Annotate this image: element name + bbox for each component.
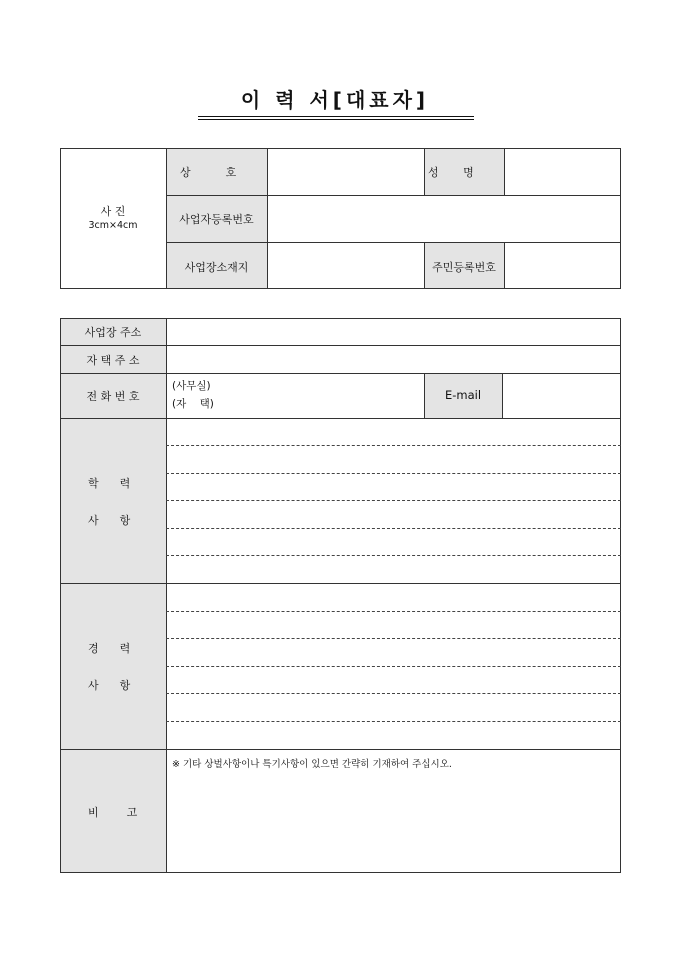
remarks-field[interactable] [167, 773, 620, 872]
resident-reg-field[interactable] [505, 243, 620, 288]
home-address-field[interactable] [167, 346, 620, 372]
photo-area[interactable] [61, 149, 165, 288]
career-label-line1: 경 력 [88, 642, 131, 655]
email-field[interactable] [503, 374, 620, 417]
resident-reg-label: 주민등록번호 [432, 261, 496, 274]
top-info-table [60, 148, 621, 289]
remarks-note: ※ 기타 상벌사항이나 특기사항이 있으면 간략히 기재하여 주십시오. [172, 759, 452, 770]
phone-field[interactable] [235, 374, 423, 417]
education-field[interactable] [167, 419, 620, 582]
phone-label: 전 화 번 호 [86, 390, 140, 403]
business-address-field[interactable] [167, 319, 620, 344]
photo-label: 사 진 [100, 205, 126, 218]
company-name-field[interactable] [268, 149, 423, 194]
career-label-line2: 사 항 [88, 679, 131, 692]
name-field[interactable] [505, 149, 620, 194]
title-underline-bottom [198, 119, 474, 120]
business-reg-label: 사업자등록번호 [179, 213, 254, 226]
career-field[interactable] [167, 584, 620, 748]
remarks-label: 비 고 [88, 806, 138, 819]
page-title: 이 력 서[대표자] [240, 88, 430, 112]
divider [424, 148, 425, 195]
education-label-line1: 학 력 [88, 477, 131, 490]
business-address-label: 사업장 주소 [84, 326, 142, 339]
main-info-table [60, 318, 621, 873]
home-address-label: 자 택 주 소 [86, 354, 140, 367]
education-label-line2: 사 항 [88, 514, 131, 527]
business-location-field[interactable] [268, 243, 423, 288]
photo-size: 3cm×4cm [88, 220, 138, 231]
divider [60, 749, 621, 750]
title-underline-top [198, 116, 474, 117]
business-reg-field[interactable] [268, 196, 620, 241]
business-location-label: 사업장소재지 [184, 261, 249, 274]
phone-home-label: (자 택) [172, 398, 214, 410]
email-label: E-mail [444, 388, 482, 402]
phone-office-label: (사무실) [172, 380, 211, 392]
name-label: 성 명 [428, 166, 474, 179]
company-name-label: 상 호 [180, 166, 237, 179]
